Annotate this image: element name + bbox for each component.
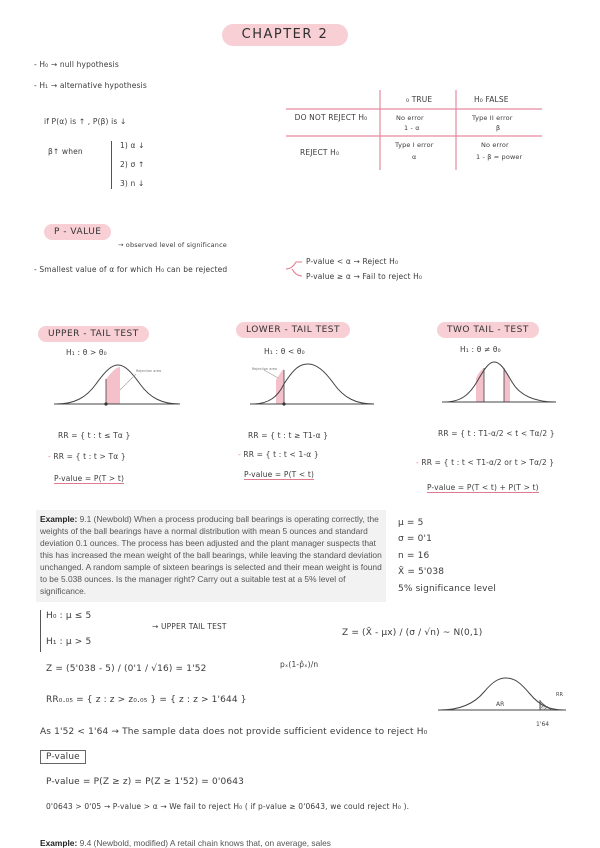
ar-label: AR [496, 701, 505, 708]
lower-tail-curve [254, 360, 374, 420]
cell-type-1-error: Type I error [395, 141, 434, 149]
condition-2: 2) σ ↑ [120, 160, 145, 169]
example-2-label: Example: [40, 838, 78, 848]
two-tail-tag: TWO TAIL - TEST [437, 322, 539, 338]
z-calculation: Z = (5'038 - 5) / (0'1 / √16) = 1'52 [46, 664, 207, 674]
lower-rr-accept: RR = { t : t ≥ T1-α } [248, 431, 329, 440]
p-value-rule-reject: P-value < α → Reject H₀ [306, 257, 399, 266]
hypothesis-brace [40, 610, 41, 652]
def-h0: - H₀ → null hypothesis [34, 60, 119, 69]
upper-hypothesis: H₁ : θ > θ₀ [66, 348, 107, 357]
p-value-box-label: P-value [40, 750, 86, 764]
example-1-text: When a process producing ball bearings is operating correctly, the weights of the ball bearings have a normal distribution with mean 5 ounces and standard deviation 0.1 ounces. The process has been adjusted and the plant manager suspects that this has increased the mean weight of the ball bearings, while leaving the standard deviation unchanged. A random sample of sixteen bearings is selected and their mean weight is found to be 5.038 ounces. Is the manager right? Carry out a suitable test at a 5% level of significance. [40, 514, 382, 596]
given-sigma: σ = 0'1 [398, 534, 432, 544]
two-pvalue-text: P-value = P(T < t) + P(T > t) [427, 483, 539, 492]
alpha-beta-relation: if P(α) is ↑ , P(β) is ↓ [44, 117, 127, 126]
two-pvalue [427, 483, 539, 492]
cell-alpha: α [412, 153, 417, 161]
lower-rr: - RR = { t : t < 1-α } [238, 450, 319, 459]
upper-tail-tag: UPPER - TAIL TEST [38, 326, 149, 342]
lower-hypothesis: H₁ : θ < θ₀ [264, 347, 305, 356]
solution-h1: H₁ : μ > 5 [46, 637, 92, 647]
upper-rejection-area [106, 367, 120, 404]
upper-rr: - RR = { t : t > Tα } [48, 452, 126, 461]
given-n: n = 16 [398, 551, 430, 561]
condition-3: 3) n ↓ [120, 179, 145, 188]
rejection-region: RR₀.₀₅ = { z : z > z₀.₀₅ } = { z : z > 1'644 } [46, 695, 247, 705]
cell-power: 1 - β = power [476, 153, 523, 161]
example-1-ref: 9.1 (Newbold) [79, 514, 132, 524]
upper-rr-accept: RR = { t : t ≤ Tα } [58, 431, 131, 440]
two-hypothesis: H₁ : θ ≠ θ₀ [460, 345, 501, 354]
proportion-note: pₓ(1-p̂ₓ)/n [280, 660, 319, 669]
example-2-text: A retail chain knows that, on average, sales [169, 838, 331, 848]
cell-beta: β [496, 124, 501, 132]
two-rr-text: RR = { t : t < T1-α/2 or t > Tα/2 } [421, 458, 555, 467]
table-row-do-not-reject: DO NOT REJECT H₀ [294, 113, 368, 122]
lower-rr-text: RR = { t : t < 1-α } [243, 450, 319, 459]
z-formula: Z = (X̄ - μx) / (σ / √n) ~ N(0,1) [342, 628, 483, 638]
upper-tail-curve [54, 360, 174, 420]
upper-pvalue-text: P-value = P(T > t) [54, 474, 125, 483]
def-h1: - H₁ → alternative hypothesis [34, 81, 147, 90]
solution-curve [440, 670, 570, 730]
lower-pvalue [244, 470, 314, 479]
example-2 [40, 838, 331, 848]
given-xbar: X̄ = 5'038 [398, 567, 445, 577]
two-rr: - RR = { t : t < T1-α/2 or t > Tα/2 } [416, 458, 555, 467]
p-value-rule-fail: P-value ≥ α → Fail to reject H₀ [306, 272, 423, 281]
p-value-calculation: P-value = P(Z ≥ z) = P(Z ≥ 1'52) = 0'0643 [46, 777, 244, 787]
cell-no-error-1: No error [396, 114, 424, 122]
conclusion: As 1'52 < 1'64 → The sample data does not provide sufficient evidence to reject H₀ [40, 727, 428, 737]
given-alpha: 5% significance level [398, 584, 496, 594]
two-left-rejection-area [476, 368, 484, 402]
example-1-label: Example: [40, 514, 78, 524]
cell-no-error-2: No error [481, 141, 509, 149]
lower-pvalue-text: P-value = P(T < t) [244, 470, 315, 479]
chapter-title: CHAPTER 2 [222, 24, 348, 46]
example-2-ref: 9.4 (Newbold, modified) [79, 838, 169, 848]
rr-label: RR [556, 692, 563, 698]
two-right-rejection-area [504, 370, 510, 402]
upper-rr-text: RR = { t : t > Tα } [53, 452, 126, 461]
example-1 [40, 513, 382, 597]
cell-type-2-error: Type II error [472, 114, 513, 122]
two-rr-accept: RR = { t : T1-α/2 < t < Tα/2 } [438, 429, 555, 438]
table-col-h0-false: H₀ FALSE [474, 95, 509, 104]
critical-value: 1'64 [536, 721, 550, 728]
table-row-reject: REJECT H₀ [300, 148, 340, 157]
two-tail-curve [446, 358, 566, 418]
p-value-conclusion: 0'0643 > 0'05 → P-value > α → We fail to reject H₀ ( if p-value ≥ 0'0643, we could reject H₀ ). [46, 802, 410, 811]
beta-increases-when: β↑ when [48, 147, 83, 156]
upper-pvalue [54, 474, 124, 483]
upper-rejection-label: Rejection area [136, 369, 162, 373]
table-col-h0-true: ₀ TRUE [406, 95, 433, 104]
p-value-tag: P - VALUE [44, 224, 111, 240]
cell-one-minus-alpha: 1 - α [404, 124, 420, 132]
brace-line [111, 141, 112, 189]
condition-1: 1) α ↓ [120, 141, 145, 150]
p-value-observed-note: → observed level of significance [118, 241, 227, 249]
lower-tail-tag: LOWER - TAIL TEST [236, 322, 350, 338]
given-mu: μ = 5 [398, 518, 424, 528]
solution-test-name: → UPPER TAIL TEST [152, 622, 227, 631]
p-value-definition: - Smallest value of α for which H₀ can be rejected [34, 265, 228, 274]
lower-rejection-label: Rejection area [252, 367, 278, 371]
solution-h0: H₀ : μ ≤ 5 [46, 611, 92, 621]
